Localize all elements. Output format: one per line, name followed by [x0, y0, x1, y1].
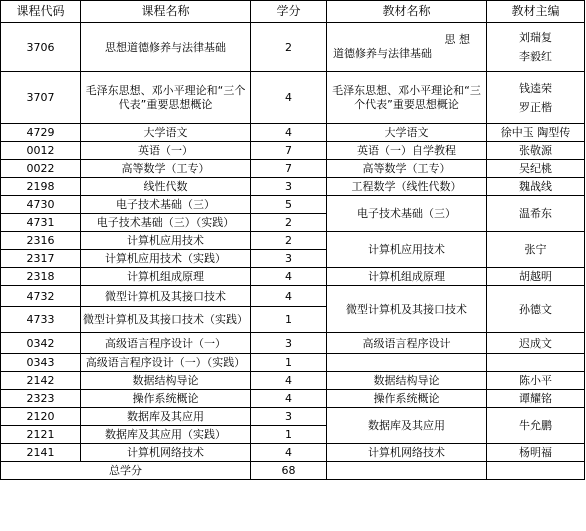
textbook-editor	[487, 23, 585, 72]
course-credit: 4	[251, 268, 327, 286]
course-credit: 2	[251, 214, 327, 232]
course-code: 2316	[1, 232, 81, 250]
textbook-name: 英语（一）自学教程	[327, 142, 487, 160]
textbook-name: 高级语言程序设计	[327, 333, 487, 354]
course-credit: 3	[251, 250, 327, 268]
course-code: 2318	[1, 268, 81, 286]
textbook-editor: 温希东	[487, 196, 585, 232]
textbook-name: 大学语文	[327, 124, 487, 142]
textbook-line: 思 想	[444, 33, 470, 46]
table-row	[1, 178, 585, 196]
course-name: 大学语文	[81, 124, 251, 142]
textbook-editor: 杨明福	[487, 444, 585, 462]
header-editor: 教材主编	[487, 1, 585, 23]
course-code: 2142	[1, 372, 81, 390]
table-row	[1, 268, 585, 286]
course-name: 思想道德修养与法律基础	[81, 23, 251, 72]
course-name: 英语（一）	[81, 142, 251, 160]
course-code: 0343	[1, 354, 81, 372]
textbook-editor: 迟成文	[487, 333, 585, 354]
table-row	[1, 286, 585, 307]
course-code: 4732	[1, 286, 81, 307]
textbook-editor: 陈小平	[487, 372, 585, 390]
editor-line: 钱逵荣	[519, 81, 552, 95]
course-credit: 4	[251, 444, 327, 462]
total-row	[1, 462, 585, 480]
course-credit: 4	[251, 286, 327, 307]
textbook-editor: 孙德文	[487, 286, 585, 333]
course-name: 微型计算机及其接口技术	[81, 286, 251, 307]
course-credit: 4	[251, 372, 327, 390]
course-credit: 3	[251, 333, 327, 354]
course-code: 0012	[1, 142, 81, 160]
total-credit: 68	[251, 462, 327, 480]
course-name: 高等数学（工专）	[81, 160, 251, 178]
course-code: 2141	[1, 444, 81, 462]
course-code: 2121	[1, 426, 81, 444]
textbook-editor: 徐中玉 陶型传	[487, 124, 585, 142]
course-code: 4729	[1, 124, 81, 142]
total-label: 总学分	[1, 462, 251, 480]
textbook-editor	[487, 354, 585, 372]
course-name: 数据结构导论	[81, 372, 251, 390]
course-name: 线性代数	[81, 178, 251, 196]
course-credit: 1	[251, 307, 327, 333]
textbook-name: 电子技术基础（三）	[327, 196, 487, 232]
table-row	[1, 72, 585, 124]
textbook-name: 毛泽东思想、邓小平理论和“三个代表”重要思想概论	[327, 72, 487, 124]
course-name: 数据库及其应用	[81, 408, 251, 426]
table-row	[1, 160, 585, 178]
course-credit: 3	[251, 408, 327, 426]
course-credit: 7	[251, 160, 327, 178]
course-name: 计算机应用技术（实践）	[81, 250, 251, 268]
course-name: 微型计算机及其接口技术（实践）	[81, 307, 251, 333]
course-credit: 2	[251, 232, 327, 250]
course-name: 计算机应用技术	[81, 232, 251, 250]
course-credit: 3	[251, 178, 327, 196]
course-code: 2198	[1, 178, 81, 196]
table-row	[1, 124, 585, 142]
textbook-editor: 谭耀铭	[487, 390, 585, 408]
course-code: 4730	[1, 196, 81, 214]
table-row	[1, 232, 585, 250]
course-credit: 2	[251, 23, 327, 72]
course-code: 0342	[1, 333, 81, 354]
course-code: 2317	[1, 250, 81, 268]
textbook-name: 数据结构导论	[327, 372, 487, 390]
header-code: 课程代码	[1, 1, 81, 23]
table-row	[1, 23, 585, 72]
textbook-editor: 张宁	[487, 232, 585, 268]
table-row	[1, 354, 585, 372]
textbook-name: 高等数学（工专）	[327, 160, 487, 178]
course-credit: 4	[251, 72, 327, 124]
course-code: 2120	[1, 408, 81, 426]
course-name: 计算机网络技术	[81, 444, 251, 462]
course-code: 2323	[1, 390, 81, 408]
header-name: 课程名称	[81, 1, 251, 23]
textbook-name: 计算机应用技术	[327, 232, 487, 268]
table-row	[1, 408, 585, 426]
course-code: 4733	[1, 307, 81, 333]
textbook-editor	[487, 462, 585, 480]
editor-line: 刘瑞复	[519, 31, 552, 44]
textbook-editor: 牛允鹏	[487, 408, 585, 444]
editor-line: 罗正楷	[519, 100, 552, 114]
course-name: 高级语言程序设计（一）	[81, 333, 251, 354]
course-name: 毛泽东思想、邓小平理论和“三个代表”重要思想概论	[81, 72, 251, 124]
table-row	[1, 196, 585, 214]
course-credit: 1	[251, 354, 327, 372]
table-row	[1, 333, 585, 354]
course-credit: 4	[251, 390, 327, 408]
table-row	[1, 444, 585, 462]
header-textbook: 教材名称	[327, 1, 487, 23]
course-name: 计算机组成原理	[81, 268, 251, 286]
course-code: 3707	[1, 72, 81, 124]
textbook-editor: 吴纪桃	[487, 160, 585, 178]
textbook-name: 计算机网络技术	[327, 444, 487, 462]
textbook-name	[327, 23, 487, 72]
textbook-editor	[487, 72, 585, 124]
textbook-name: 微型计算机及其接口技术	[327, 286, 487, 333]
textbook-name: 数据库及其应用	[327, 408, 487, 444]
textbook-name: 操作系统概论	[327, 390, 487, 408]
course-code: 0022	[1, 160, 81, 178]
table-row	[1, 142, 585, 160]
textbook-name: 计算机组成原理	[327, 268, 487, 286]
course-code: 4731	[1, 214, 81, 232]
textbook-editor: 魏战线	[487, 178, 585, 196]
course-name: 电子技术基础（三）（实践）	[81, 214, 251, 232]
textbook-name: 工程数学（线性代数）	[327, 178, 487, 196]
course-name: 电子技术基础（三）	[81, 196, 251, 214]
course-credit: 1	[251, 426, 327, 444]
course-name: 数据库及其应用（实践）	[81, 426, 251, 444]
textbook-name	[327, 354, 487, 372]
header-row	[1, 1, 585, 23]
editor-line: 李毅红	[519, 50, 552, 63]
table-row	[1, 390, 585, 408]
course-name: 高级语言程序设计（一）（实践）	[81, 354, 251, 372]
course-name: 操作系统概论	[81, 390, 251, 408]
table-row	[1, 372, 585, 390]
course-code: 3706	[1, 23, 81, 72]
textbook-line: 道德修养与法律基础	[333, 47, 432, 60]
course-credit: 4	[251, 124, 327, 142]
course-credit: 7	[251, 142, 327, 160]
textbook-name	[327, 462, 487, 480]
textbook-editor: 张敬源	[487, 142, 585, 160]
header-credit: 学分	[251, 1, 327, 23]
course-credit: 5	[251, 196, 327, 214]
textbook-editor: 胡越明	[487, 268, 585, 286]
